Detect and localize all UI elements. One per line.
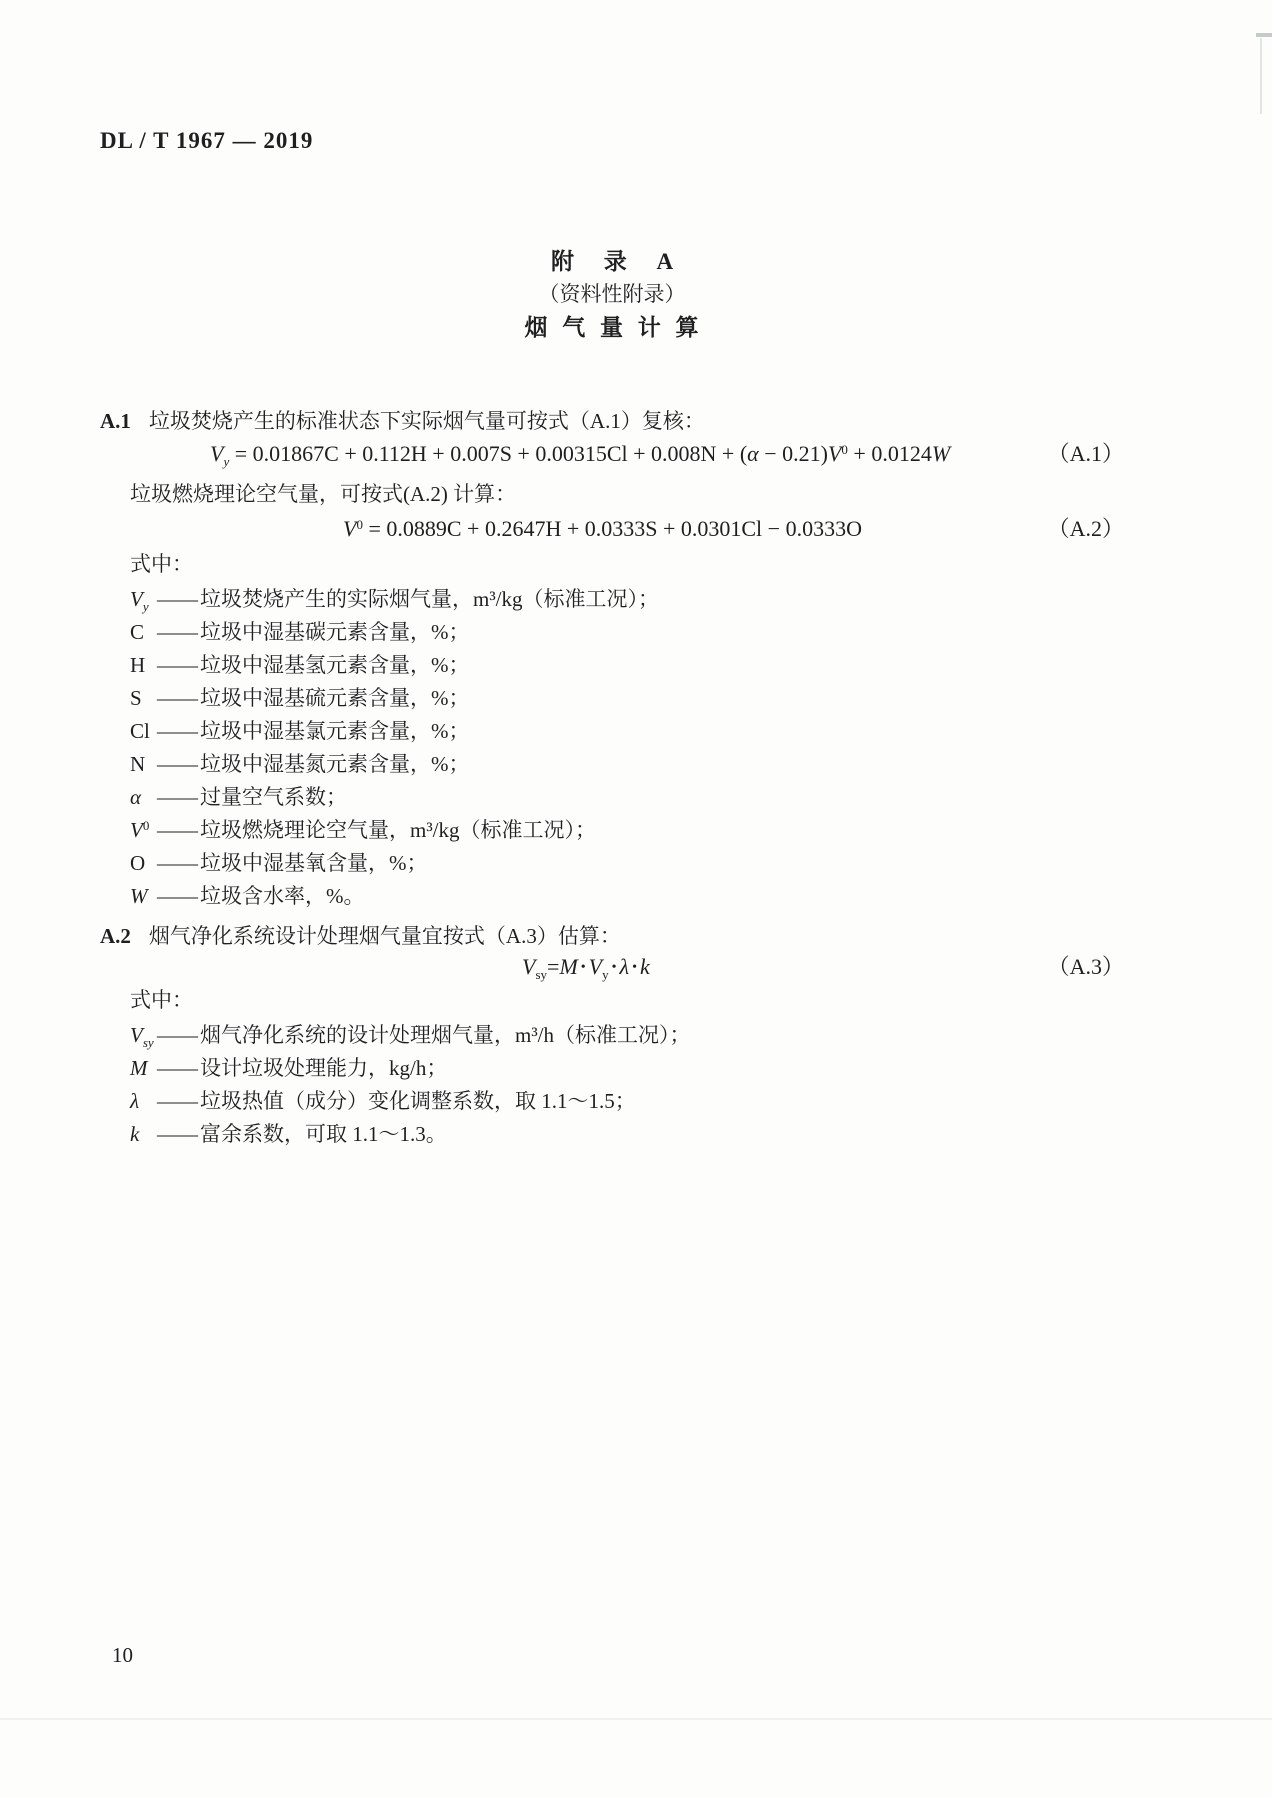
formula-a1 <box>100 438 1124 470</box>
standard-number: DL / T 1967 — 2019 <box>100 128 314 153</box>
page-number: 10 <box>112 1643 133 1667</box>
appendix-title: 附 录 A <box>550 249 674 274</box>
formula-term: k <box>639 954 650 979</box>
where-clause-a1: 式中： <box>130 552 193 576</box>
formula-term: V <box>827 441 842 466</box>
definition-term: k <box>130 1122 140 1146</box>
formula-term: V <box>522 954 536 979</box>
definition-item <box>100 1085 1124 1118</box>
formula-a1-expression <box>210 438 950 470</box>
formula-subscript: sy <box>535 967 548 982</box>
definition-desc: 垃圾中湿基氯元素含量，%； <box>200 719 470 743</box>
formula-term: W <box>931 441 951 466</box>
formula-term: α <box>747 441 759 466</box>
section-a1-intro-text: 垃圾焚烧产生的标准状态下实际烟气量可按式（A.1）复核： <box>148 409 705 433</box>
definition-item <box>100 649 1124 682</box>
definition-item <box>100 748 1124 781</box>
definition-desc: 垃圾焚烧产生的实际烟气量，m³/kg（标准工况）； <box>200 587 659 611</box>
definition-item <box>100 715 1124 748</box>
multiply-dot: • <box>580 960 586 975</box>
definition-item <box>100 814 1124 847</box>
section-a1-heading <box>100 406 1124 436</box>
definition-term: $V_{sy}$ <box>130 1023 154 1050</box>
definition-term: $V^0$ <box>130 818 150 842</box>
definition-term: N <box>130 752 146 776</box>
definition-dash: —— <box>157 719 197 743</box>
definition-item <box>100 1019 1124 1052</box>
formula-a3-number: （A.3） <box>1047 954 1124 979</box>
definition-item <box>100 616 1124 649</box>
definition-desc: 垃圾中湿基硫元素含量，%； <box>200 686 470 710</box>
formula-a3 <box>100 951 1124 983</box>
definition-term: M <box>130 1056 148 1080</box>
definition-desc: 过量空气系数； <box>200 785 347 809</box>
definition-term: λ <box>130 1089 140 1113</box>
definition-dash: —— <box>157 752 197 776</box>
definition-desc: 垃圾中湿基氢元素含量，%； <box>200 653 470 677</box>
definition-item <box>100 583 1124 616</box>
definition-item <box>100 1052 1124 1085</box>
definition-dash: —— <box>157 1089 197 1113</box>
definition-item <box>100 781 1124 814</box>
definition-term: Cl <box>130 719 150 743</box>
definition-dash: —— <box>157 884 197 908</box>
definition-term: H <box>130 653 146 677</box>
definition-desc: 垃圾燃烧理论空气量，m³/kg（标准工况）； <box>200 818 596 842</box>
definition-list-a2 <box>100 1019 1124 1151</box>
definition-dash: —— <box>157 1023 197 1047</box>
definition-desc: 垃圾热值（成分）变化调整系数，取 1.1～1.5； <box>200 1089 636 1113</box>
section-a1-label: A.1 <box>100 409 131 433</box>
definition-dash: —— <box>157 785 197 809</box>
formula-term: λ <box>619 954 630 979</box>
definition-dash: —— <box>157 686 197 710</box>
formula-superscript: 0 <box>841 442 848 457</box>
formula-a2-expression <box>343 513 862 545</box>
definition-dash: —— <box>157 653 197 677</box>
definition-term: W <box>130 884 148 908</box>
definition-desc: 垃圾中湿基氮元素含量，%； <box>200 752 470 776</box>
formula-term: = 0.0889C + 0.2647H + 0.0333S + 0.0301Cl − 0.0333O <box>362 516 862 541</box>
definition-desc: 垃圾中湿基氧含量，%； <box>200 851 428 875</box>
formula-subscript: y <box>223 454 230 469</box>
definition-desc: 垃圾中湿基碳元素含量，%； <box>200 620 470 644</box>
scan-corner-mark <box>1256 33 1272 37</box>
formula-term: M <box>559 954 578 979</box>
formula-term: = <box>547 954 560 979</box>
definition-desc: 烟气净化系统的设计处理烟气量，m³/h（标准工况）； <box>200 1023 691 1047</box>
formula-subscript: y <box>602 967 609 982</box>
definition-dash: —— <box>157 851 197 875</box>
formula-a2-number: （A.2） <box>1047 516 1124 541</box>
multiply-dot: • <box>611 960 617 975</box>
appendix-subject: 烟 气 量 计 算 <box>524 315 700 340</box>
formula-a3-expression <box>522 951 650 984</box>
appendix-title-block <box>100 245 1124 344</box>
definition-dash: —— <box>157 1056 197 1080</box>
where-clause-a2: 式中： <box>130 988 193 1012</box>
definition-desc: 设计垃圾处理能力，kg/h； <box>200 1056 448 1080</box>
section-a2-label: A.2 <box>100 924 131 948</box>
formula-a2 <box>100 513 1124 545</box>
formula-term: V <box>588 954 603 979</box>
formula-term: = 0.01867C + 0.112H + 0.007S + 0.00315Cl + 0.008N + ( <box>229 441 748 466</box>
formula-term: − 0.21) <box>758 441 828 466</box>
appendix-type: （资料性附录） <box>538 282 686 306</box>
definition-term: O <box>130 851 146 875</box>
definition-term: S <box>130 686 142 710</box>
definition-list-a1 <box>100 583 1124 913</box>
formula-a1-number: （A.1） <box>1047 441 1124 466</box>
definition-item <box>100 1118 1124 1151</box>
formula-term: V <box>210 441 224 466</box>
definition-term: $V_y$ <box>130 587 149 614</box>
scan-corner-line <box>1260 38 1262 114</box>
definition-dash: —— <box>157 587 197 611</box>
section-a1-subintro: 垃圾燃烧理论空气量，可按式(A.2) 计算： <box>130 482 517 506</box>
definition-item <box>100 880 1124 913</box>
formula-term: + 0.0124 <box>847 441 932 466</box>
definition-term: C <box>130 620 145 644</box>
definition-dash: —— <box>157 620 197 644</box>
formula-superscript: 0 <box>356 517 363 532</box>
section-a2-heading <box>100 921 1124 951</box>
scan-bottom-edge <box>0 1718 1272 1720</box>
definition-dash: —— <box>157 1122 197 1146</box>
definition-term: α <box>130 785 142 809</box>
definition-item <box>100 847 1124 880</box>
formula-term: V <box>343 516 357 541</box>
section-a2-intro-text: 烟气净化系统设计处理烟气量宜按式（A.3）估算： <box>148 924 621 948</box>
definition-desc: 富余系数，可取 1.1～1.3。 <box>200 1122 447 1146</box>
definition-desc: 垃圾含水率，%。 <box>200 884 365 908</box>
multiply-dot: • <box>632 960 637 975</box>
definition-dash: —— <box>157 818 197 842</box>
definition-item <box>100 682 1124 715</box>
